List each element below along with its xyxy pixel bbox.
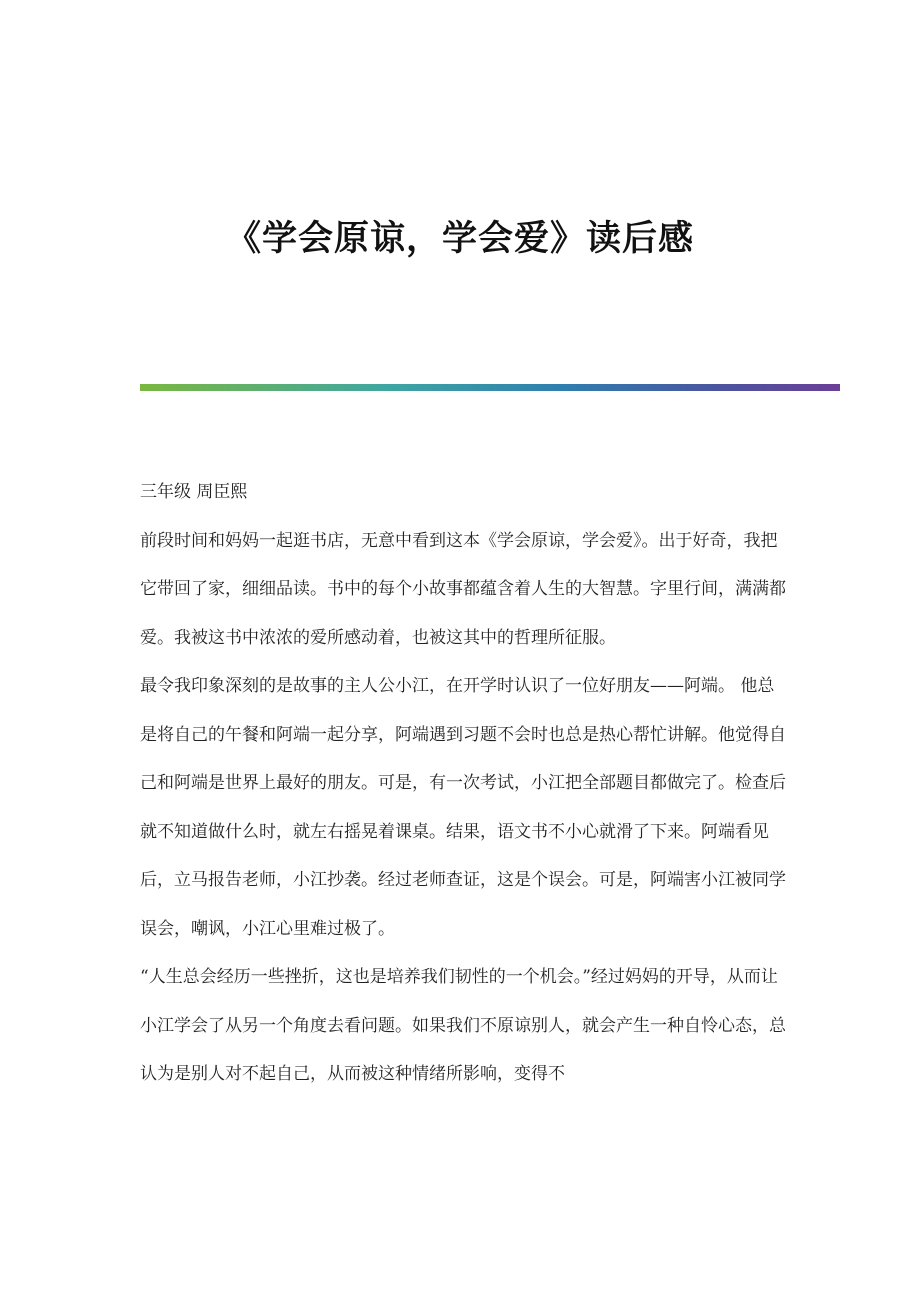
document-title: 《学会原谅，学会爱》读后感: [225, 219, 694, 259]
gradient-divider: [140, 384, 840, 391]
author-line: 三年级 周臣熙: [140, 482, 248, 502]
paragraph-1: 前段时间和妈妈一起逛书店，无意中看到这本《学会原谅，学会爱》。出于好奇，我把它带回了家，细细品读。书中的每个小故事都蕴含着人生的大智慧。字里行间，满满都爱。我被这书中浓浓的爱所感动着，也被这其中的哲理所征服。: [140, 530, 786, 648]
document-body: [140, 468, 790, 1099]
paragraph-3: “人生总会经历一些挫折，这也是培养我们韧性的一个机会。”经过妈妈的开导，从而让小江学会了从另一个角度去看问题。如果我们不原谅别人，就会产生一种自怜心态，总认为是别人对不起自己，从而被这种情绪所影响，变得不: [140, 967, 786, 1084]
paragraph-2: 最令我印象深刻的是故事的主人公小江，在开学时认识了一位好朋友——阿端。 他总是将自己的午餐和阿端一起分享，阿端遇到习题不会时也总是热心帮忙讲解。他觉得自己和阿端是世界上最好的朋友。可是，有一次考试，小江把全部题目都做完了。检查后就不知道做什么时，就左右摇晃着课桌。结果，语文书不小心就滑了下来。阿端看见后，立马报告老师，小江抄袭。经过老师查证，这是个误会。可是，阿端害小江被同学误会，嘲讽，小江心里难过极了。: [140, 676, 786, 939]
